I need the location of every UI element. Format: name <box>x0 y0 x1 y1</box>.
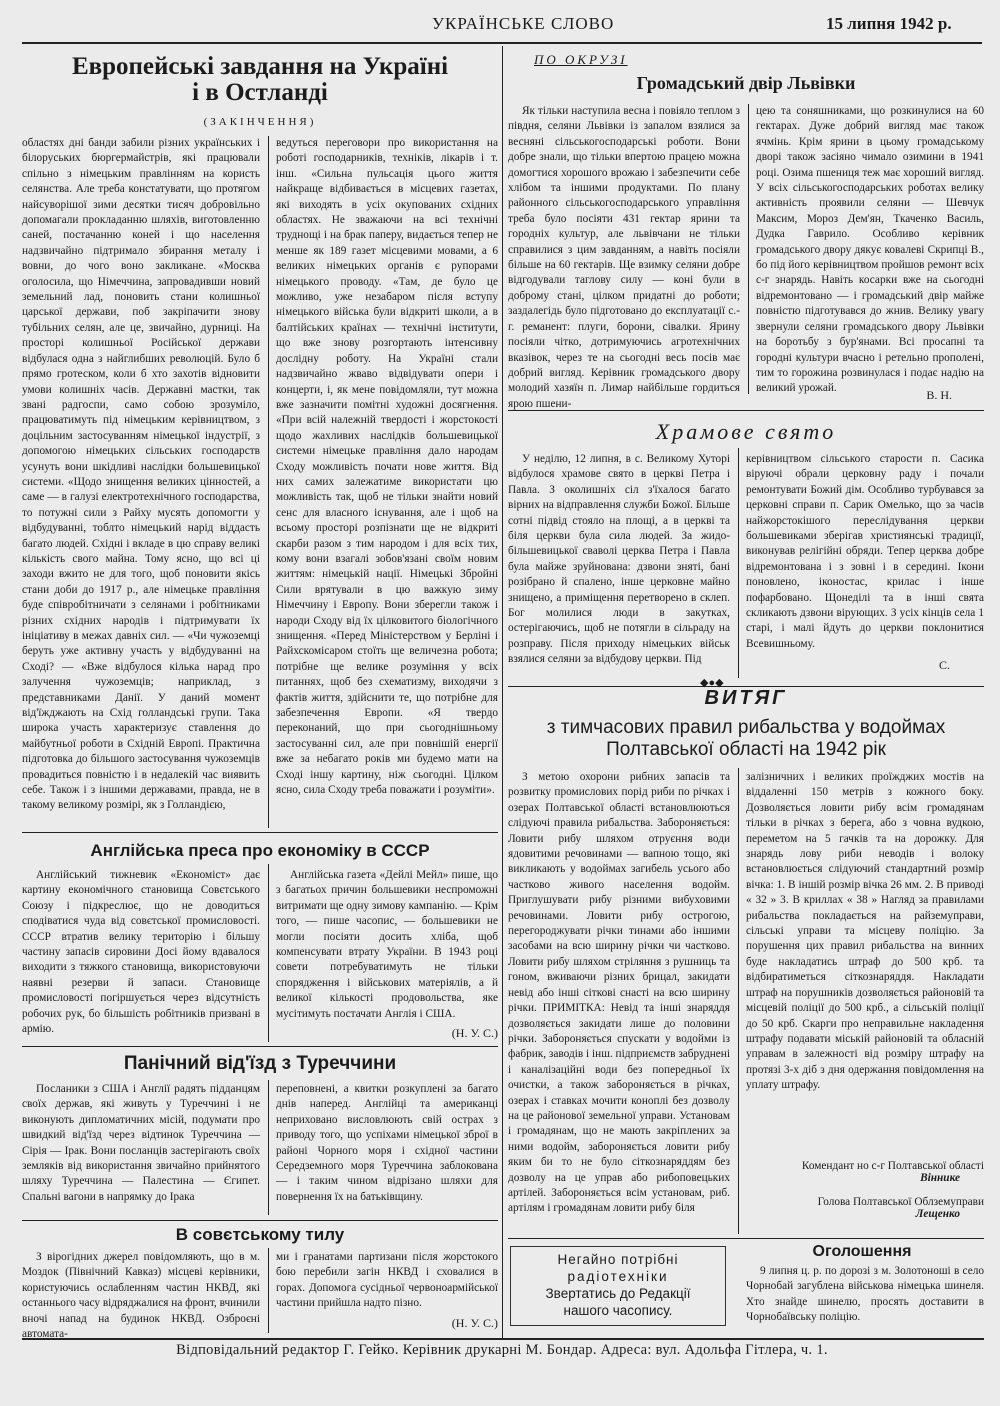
masthead <box>0 14 1000 42</box>
center-divider <box>502 46 503 1338</box>
article1-column-1 <box>22 136 260 826</box>
article7-signer2-title: Голова Полтавської Облземуправи <box>817 1196 984 1208</box>
left-col-divider-3 <box>268 1080 269 1215</box>
article1-title-line2: і в Остланді <box>192 79 328 107</box>
ad-line-3: Звертатись до Редакції <box>545 1286 691 1301</box>
article5-column-2 <box>756 104 984 395</box>
right-col-divider-1 <box>748 104 749 394</box>
article1-title-line1: Европейські завдання на Україні <box>71 53 449 80</box>
article7-signature-1 <box>746 1160 984 1184</box>
notice-title: Оголошення <box>812 1243 912 1260</box>
article1-text-1: областях дні банди забили різних українських і білоруських бюргермайстрів, які працювали спільно з німецьким правлінням на користь селянства. Але треба констатувати, що протягом найсуворішої зими десятки тисяч добровільно допомагали прокладанню шляхів, виготовленню саней, постачанню коней і що населення надзвичайно підтримало збирання металу і вовни, до чого воно закликане. «Москва оголосила, що Німеччина, запровадивши новий земельний лад, поновить стани колишньої царської держави, поб закріпачити знову тубільних селян, але це, звичайно, дурниці. На просторі колишньої Російської держави відбулася одна з найглибших революцій. Було б прямо гротеском, коли б хто захотів відновити умови колишніх часів. Державні мастки, так звані радгоспи, само собою зрозуміло, працюватимуть під німецьким керівництвом, з доцільним застосуванням німецької індустрії, з допомогою німецьких сільських господарств усунуть вони шкідливі наслідки большевицької системи. «Щодо знищення великих цінностей, а саме — в галузі електротехнічного господарства, то потужні сили з Райху мусять допомогти у відбудуванні, тоблто німецький нарід віддасть багато людей. Східні і вкладе в цю справу великі кількість свого майна. Тому ясно, що всі ці заходи вжито не для того, щоб поновити якісь стани доби до 1917 р., але німецьке правління буде співробітничати з селянами і робітниками різних східних народів і підтримувати їх ініціативу в межах давніх сил. — «Чи чужоземці беруть уже активну участь у відбудуванні на Сході? — «Вже відбулося кілька нарад про залучення чужоземців; наприклад, з представниками Данії. У даний момент від'їжджають на Схід голландські групи. Така широка участь характеризує ставлення до майбутньої роботи в Східній Европі. Практична підготовка до більшого застосування чужоземців провадиться повністю і в недалекій час виявить себе. Також і з іншими державами, правда, не в такому великому розмірі, як з Голландією, <box>22 137 260 812</box>
article5-title: Громадський двір Львівки <box>636 73 856 93</box>
article5-column-1 <box>508 104 740 410</box>
ad-line-4: нашого часопису. <box>563 1303 673 1318</box>
article7-signer1-name: Віннике <box>920 1172 960 1184</box>
article4-title: В совєтському тилу <box>175 1225 345 1244</box>
rule-left-1 <box>22 832 498 833</box>
article3-title: Панічний від'їзд з Туреччини <box>123 1053 397 1074</box>
left-col-divider-1 <box>268 136 269 828</box>
rule-left-2 <box>22 1046 498 1047</box>
article4-column-1 <box>22 1250 260 1341</box>
article3-column-1 <box>22 1082 260 1214</box>
article5-kicker: ПО ОКРУЗІ <box>534 52 628 67</box>
ad-line-1: Негайно потрібні <box>557 1252 679 1267</box>
article4-column-2 <box>276 1250 498 1314</box>
left-col-divider-4 <box>268 1248 269 1333</box>
article3-text-1: Посланики з США і Англії радять підданцям своїх держав, які живуть у Туреччині і не виконують дипломатичних місій, подумати про швидкий від'їзд через відтинок Туреччина — Сірія — Ірак. Вони посланців застерігають своїх земляків від використання звичайно прийнятого шляху Туреччина — Палестина — Єгипет. Спальні вагони в напрямку до Ірака <box>22 1083 260 1203</box>
article5-signature: В. Н. <box>926 388 952 402</box>
article7-subtitle-2: Полтавської області на 1942 рік <box>606 739 886 760</box>
article6-text-1: У неділю, 12 липня, в с. Великому Хуторі відбулося храмове свято в церкві Петра і Павла. З околишніх сіл з'їхалося багато вірних на відправлення служби Божої. Більше сотні підвід стояло на площі, а в церкві та біля церкви була сила людей. За жидо-більшевицької сваволі церква Петра і Павла була майже зруйнована: дзвони зняті, бані розібрано й спалено, інше церковне майно знищено, а приміщення перетворено в склеп. Бог молилися люди в закутках, остерігаючись, щоб не потягли в сільраду на розправу. Після приходу німецьких військ взялися селяни за відбудову церкви. Під <box>508 453 730 666</box>
article3-column-2 <box>276 1082 498 1214</box>
article7-column-1 <box>508 770 730 1234</box>
article2-text-1: Англійський тижневик «Економіст» дає картину економічного становища Совєтського Союзу і підкреслює, що не доводиться сподіватися чуда від совєтської промисловості. СССР втратив велику територію і більшу частину запасів сировини Досі йому вдавалося виходити з тяжкого становища, використовуючи наявні резерви й запаси. Становище промисловості погіршується через відсутність робочих рук, бо більшість робітників призвані в армію. <box>22 869 260 1036</box>
article2-column-1 <box>22 868 260 1042</box>
notice-text: 9 липня ц. р. по дорозі з м. Золотоноші в село Чорнобай загублена військова німецька шинеля. Хто знайде шинелю, просять доставити в Чорнобаївську поліцію. <box>746 1265 984 1324</box>
article1-column-2 <box>276 136 498 826</box>
article4-signature: (Н. У. С.) <box>451 1316 498 1330</box>
notice-column <box>746 1264 984 1336</box>
article5-text-1: Як тільки наступила весна і повіяло теплом з півдня, селяни Львівки із запалом взялися за весняні сільськогосподарські роботи. Вони добре знали, що тільки впертою працею можна домогтися хорошого врожаю і забезпечити себе хлібом та іншими продуктами. По плану районного сільськогосподарського управління треба було посіяти 431 гектар ярини та городніх культур, але львівчани не тільки справилися з цим завданням, а навіть посіяли більше на 60 гектарів. Ще взимку селяни добре відгодували таглову силу — коні були в доброму стані, цілком придатні до роботи; заздалегідь було підготовано до експлуатації с.-г. реманент: плуги, борони, сівалки. Ярину посіяли чітко, дотримуючись агротехнічних вказівок, через те на сьогодні весь посів має добрий вигляд. Керівник громадського двору молодий хазяїн п. Лимар найбільше гордиться ярою пшени- <box>508 105 740 410</box>
left-col-divider-2 <box>268 864 269 1042</box>
article6-title: Храмове свято <box>655 419 837 444</box>
right-col-divider-2 <box>738 448 739 678</box>
article7-text-1: З метою охорони рибних запасів та розвитку промислових порід риби по річках і озерах Полтавської області встановлюються слідуючі правила рибальства. Забороняється: Ловити рибу шляхом отруєння води ядовитими речовинами — вапною тощо, які викликають у водоймах загибель усього або частково живого населення водойм. Приглушувати рибу різними вибуховими речовинами. Ловити рибу острогою, перегороджувати річки тинами або іншими засобами на всю ширину річки чи частково. Ловити рибу шляхом стріляння з рушниць та гоном, вживаючи різних брицал, закидати невід або інші сіткові снасті на всю ширину річки. ПРИМІТКА: Невід та інші знаряддя дозволяється закидати лише до половини річки. Забороняється спускати у водойми із фабрик, заводів і інш. підприємств забруднені і каналізаційні води без попередньої їх очистки, а також забороняється в річках, озерах і ставках мочити коноплі без дозволу на це районової земельної управи. Установам і громадянам, що не мають закріплених за ними водойм, забороняється ловити рибу яким би то не було сіткознаряддям без дозволу на це управ або рибоповецьких артілей. Забороняється всім установам, риб. артілям і громадянам ловити рибу біля <box>508 771 730 1215</box>
article3-text-2: переповнені, а квитки розкуплені за багато днів наперед. Англійці та американці неприховано висловлюють свій острах з приводу того, що успіхами німецької зброї в районі Чорного моря і східної частини Середземного моря Туреччина заблокована — і таким чином відрізано шляхи для повернення їх на батьківщину. <box>276 1083 498 1203</box>
article7-title: ВИТЯГ <box>704 687 788 709</box>
job-ad-box <box>510 1246 726 1326</box>
rule-left-3 <box>22 1220 498 1221</box>
article2-title: Англійська преса про економіку в СССР <box>90 841 430 860</box>
article1-text-2: ведуться переговори про використання на роботі господарників, техніків, лікарів і т. інш. «Сильна пульсація цього життя найкраще відбивається в місцевих газетах, які виходять в усіх окупованих східних областях. Не зважаючи на всі технічні труднощі і на брак паперу, видається тепер не менше як 189 газет місцевими мовами, а 6 великих німецьких органів є рупорами німецького проводу. «Там, де було це можливо, уже незабаром після вступу німецького війська були відкриті школи, а в балтійських країнах — технічні інститути, що вже знову розгортають інтенсивну дослідну роботу. На Україні стали надзвичайно жваво відвідувати опери і концерти, і, як мене повідомляли, тут можна вже зазначити помітні художні досягнення. «При всій належній твердості і жорстокості щодо жахливих наслідків большевицької системи німецьке правління дало народам Сходу можливість почати нове життя. Від них самих залежатиме використати цю можливість так, щоб не тільки знайти новий сенс для власного існування, але і щоб на всьому просторі розпізнати ще не відкриті скарби разом з тим народом і для всіх тих, кому вони взагалі зобов'язані своїм новим життям: німецькій нації. Німецькі Збройні Сили врятували в цю важкую зиму Німеччину і Европу. Вони зберегли також і народи Сходу від їх цілковитого біологічного знищення. «Перед Міністерством у Берліні і Райхскомісаром стоїть ще величезна робота; потрібне ще велике розуміння у всіх питаннях, щоб без схематизму, виходячи з фактів життя, здійснити те, що потрібне для забезпечення Европи. «Я твердо переконаний, що при сьогоднішньому застосуванні сил, але при повнішій енергії вже за небагато років ми будемо мати на Сході іншу картину, ніж сьогодні. Цілком ясно, сила Сходу треба поважати і розуміти». <box>276 137 498 797</box>
article7-signature-2 <box>746 1196 984 1220</box>
article6-text-2: керівництвом сільського старости п. Сасика віруючі обрали церковну раду і почали ремонтувати Божий дім. Особливо турбувався за церковні справи п. Сарик Омелько, що за часів найжорстокішого переслідування церкви большевиками зберігав християнські традиції, виконував релігійні обряди. Тепер церква добре відремонтована і з зовні і в середині. Ікони поновлено, іконостас, крилас і інше пофарбовано. Щонеділі та в інші свята скликають дзвони вірующих. З усіх кінців села 1 старі, і малі йдуть до церкви поклонитися Всевишньому. <box>746 453 984 650</box>
article2-text-2: Англійська газета «Дейлі Мейл» пише, що з багатьох причин большевики неспроможні витримати ще одну зимову кампанію. — Крім того, — пише часопис, — большевики не могли посіяти досить хліба, щоб компенсувати втрату України. В 1943 році совети потребуватимуть не тільки спорядження і військових матеріялів, а й великої кількості продовольства, яке мусітимуть постачати Англія і США. <box>276 869 499 1020</box>
masthead-title: УКРАЇНСЬКЕ СЛОВО <box>432 14 615 33</box>
rule-right-3 <box>508 1238 984 1239</box>
article7-subtitle-1: з тимчасових правил рибальства у водоймах <box>546 717 946 738</box>
article1-subtitle: (ЗАКІНЧЕННЯ) <box>203 116 317 128</box>
ad-line-2: радіотехніки <box>567 1269 669 1284</box>
article5-text-2: цею та соняшниками, що розкинулися на 60 гектарах. Дуже добрий вигляд має також ячмінь. Крім ярини в цьому громадському дворі також засіяно чимало озимини в 1941 році. Озима пшениця теж має хороший вигляд. У всіх сільськогосподарських роботах велику активність проявили селяни — Шевчук Максим, Мороз Дем'ян, Ткаченко Василь, Дудка Гаврило. Особливо керівник громадського двору дякує ковалеві Скрипці В., бо під його керівництвом пройшов ремонт всіх с-г знарядь. Навіть косарки вже на сьогодні відремонтовано — і громадський двір майже повністю підготувався до жнив. Велику увагу звернули селяни громадського двору Львівки на боротьбу з бур'янами. Всі просапні та городні культури вчасно і ретельно прополені, тим то горожина розвинулася і подає надію на великий урожай. <box>756 105 984 395</box>
article7-column-2 <box>746 770 984 1156</box>
article2-signature: (Н. У. С.) <box>451 1026 498 1040</box>
article4-text-2: ми і гранатами партизани після жорстокого бою перебили загін НКВД і сховалися в горах. Допомога сусідньої червоноармійської частини прийшла надто пізно. <box>276 1251 498 1310</box>
article7-signer1-title: Комендант но с-г Полтавської області <box>801 1160 984 1172</box>
article4-text-1: З вірогідних джерел повідомляють, що в м. Моздок (Північний Кавказ) місцеві керівники, користуючись ослабленням частин НКВД, які останнього часу відряджалися на фронт, вчинили вночі напад на будинок НКВД. Озброєні автомата- <box>22 1251 260 1341</box>
article6-column-2 <box>746 452 984 658</box>
masthead-date: 15 липня 1942 р. <box>826 14 952 33</box>
article7-ornament: ◆●◆ <box>700 677 724 689</box>
article7-text-2: залізничних і великих проїжджих мостів на віддаленні 150 метрів з кожного боку. Дозволяється ловити рибу всім громадянам тільки в річках з берега, або з човна вудкою, переметом на 5 гачків та на дорожку. Для знарядь лову риби неводів і волоку встановлюється слідуючий стандартний розмір вічка: 1. В іншій розмір вічка 26 мм. 2. В приводі « 32 » 3. В криллах « 38 » Нагляд за правилами рибальства покладається на райземуправи, сільські управи та місцеву поліцію. За порушення цих правил рибальства на винних буде накладатись штраф до 500 крб. та відбиратиметься сіткознаряддя. Накладати штраф на порушників дозволяється районовій та місцевій поліції до 500 крб., а сільській поліції до 50 крб. Скарги про неправильне накладення штрафу подавати міській районовій та обласній управам в залежності від розміру штрафу на протязі 3-х діб з дня одержання повідомлення на уплату штрафу. <box>746 771 984 1092</box>
footer-imprint: Відповідальний редактор Г. Гейко. Керівник друкарні М. Бондар. Адреса: вул. Адольфа Гітлера, ч. 1. <box>176 1342 828 1358</box>
article1-title <box>22 54 498 107</box>
right-col-divider-3 <box>738 768 739 1234</box>
top-rule <box>22 42 982 44</box>
article7-signer2-name: Лещенко <box>915 1208 960 1220</box>
article6-column-1 <box>508 452 730 678</box>
article2-column-2 <box>276 868 498 1024</box>
article6-signature: С. <box>938 658 950 672</box>
